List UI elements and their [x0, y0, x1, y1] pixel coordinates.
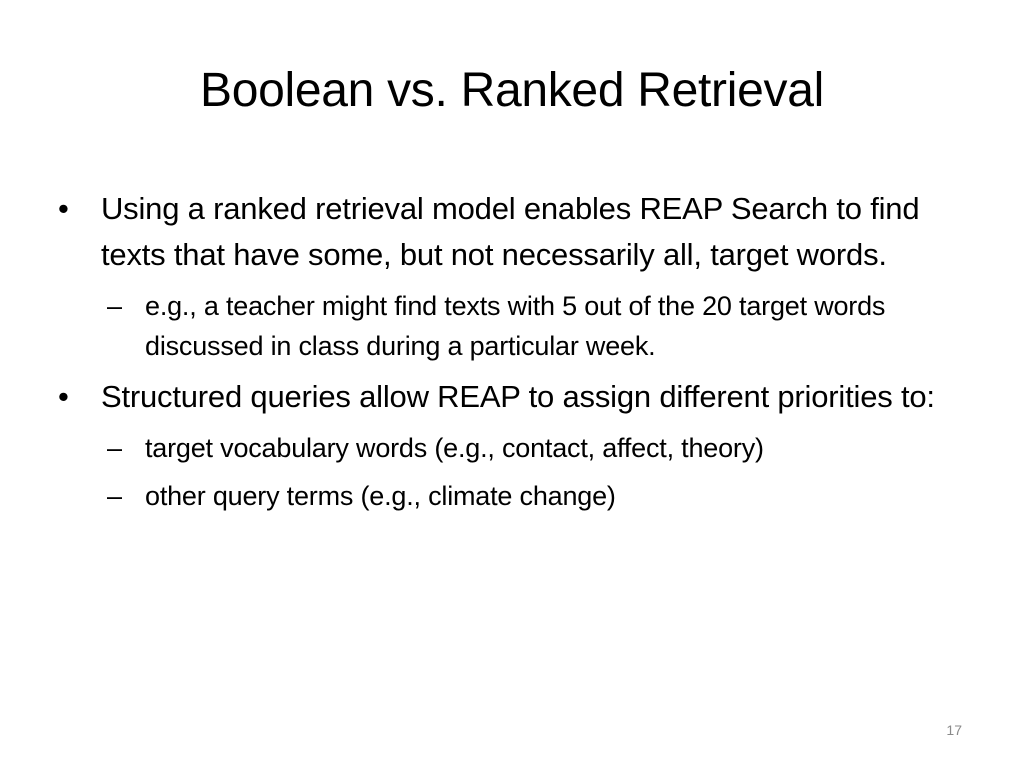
bullet-text: Using a ranked retrieval model enables REAP Search to find texts that have some, but not necessarily all, target words.: [101, 191, 920, 272]
dash-glyph: –: [107, 433, 122, 463]
bullet-item: [58, 186, 968, 278]
sub-bullet-text: other query terms (e.g., climate change): [145, 481, 616, 511]
sub-bullet-text: target vocabulary words (e.g., contact, affect, theory): [145, 433, 764, 463]
page-number: 17: [946, 722, 962, 738]
bullet-glyph: •: [58, 379, 69, 414]
sub-bullet-item: [101, 286, 968, 366]
dash-glyph: –: [107, 481, 122, 511]
sub-bullet-item: [101, 476, 968, 516]
dash-glyph: –: [107, 291, 122, 321]
bullet-item: [58, 374, 968, 420]
bullet-glyph: •: [58, 191, 69, 226]
bullet-text: Structured queries allow REAP to assign different priorities to:: [101, 379, 935, 414]
sub-bullet-item: [101, 428, 968, 468]
sub-bullet-text: e.g., a teacher might find texts with 5 out of the 20 target words discussed in class during a particular week.: [145, 291, 886, 361]
slide-content: [58, 186, 968, 524]
slide-title: Boolean vs. Ranked Retrieval: [200, 64, 824, 117]
